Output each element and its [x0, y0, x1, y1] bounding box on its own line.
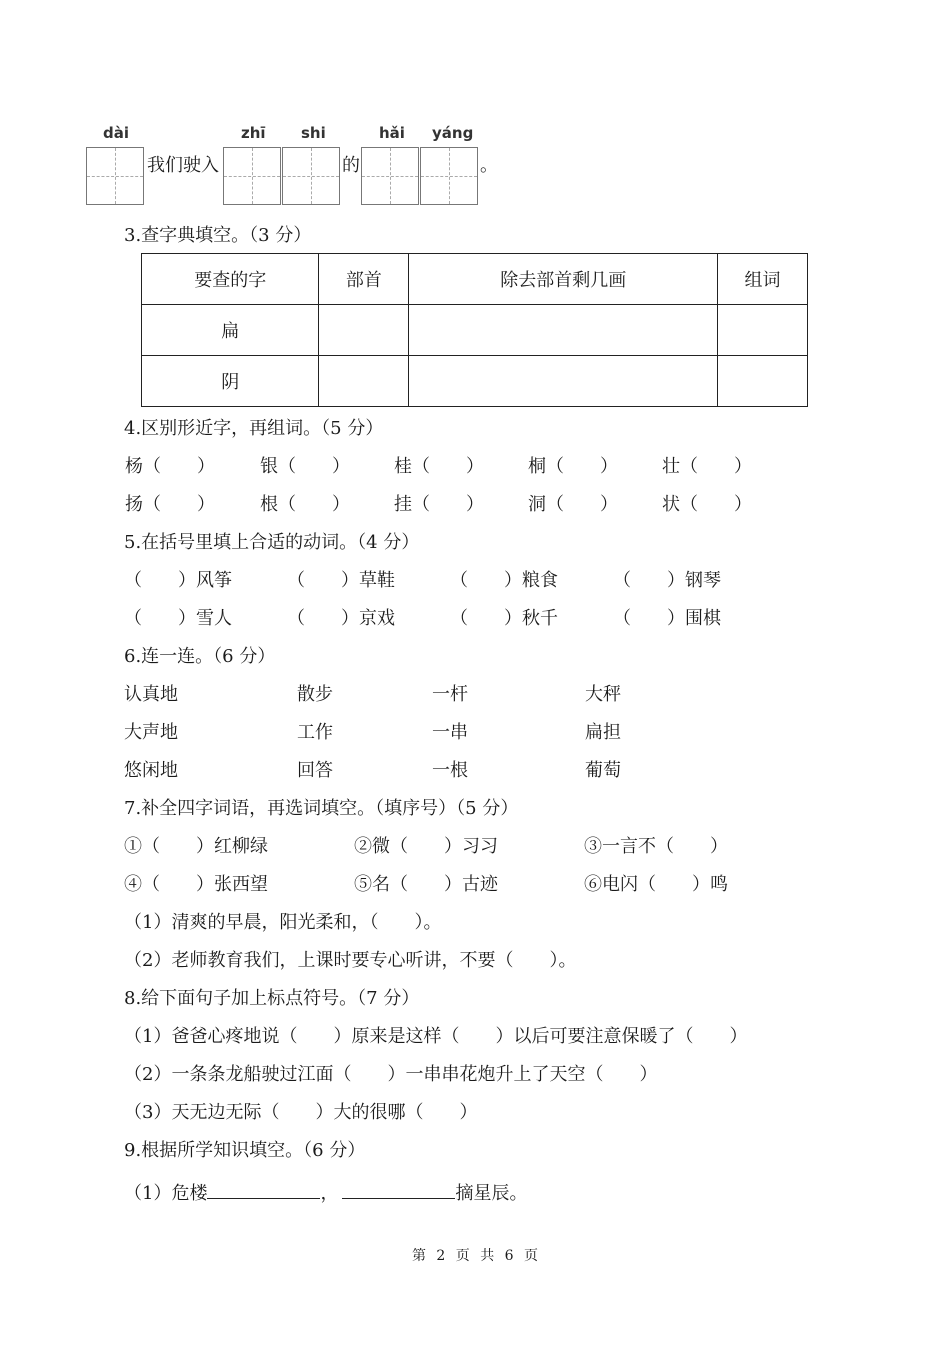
- question-title: 4.区别形近字，再组词。（5 分）: [124, 418, 384, 439]
- idiom-item[interactable]: ⑥电闪（ ）鸣: [584, 874, 728, 895]
- match-word[interactable]: 一串: [432, 722, 468, 743]
- idiom-item[interactable]: ⑤名（ ）古迹: [354, 874, 498, 895]
- poem-text: 摘星辰。: [455, 1183, 528, 1204]
- answer-cell[interactable]: [718, 356, 808, 407]
- word-item[interactable]: 银（ ）: [260, 456, 350, 477]
- table-header: 组词: [718, 254, 808, 305]
- match-word[interactable]: 一杆: [432, 684, 468, 705]
- verb-item[interactable]: （ ）京戏: [287, 608, 395, 629]
- word-item[interactable]: 挂（ ）: [394, 494, 484, 515]
- match-word[interactable]: 葡萄: [585, 760, 621, 781]
- word-item[interactable]: 杨（ ）: [125, 456, 215, 477]
- verb-item[interactable]: （ ）草鞋: [287, 570, 395, 591]
- answer-cell[interactable]: [718, 305, 808, 356]
- pinyin-hai: hǎi: [379, 124, 405, 142]
- idiom-item[interactable]: ③一言不（ ）: [584, 836, 728, 857]
- writing-grid[interactable]: [361, 147, 419, 205]
- idiom-item[interactable]: ④（ ）张西望: [124, 874, 268, 895]
- writing-grid[interactable]: [86, 147, 144, 205]
- idiom-item[interactable]: ②微（ ）习习: [354, 836, 498, 857]
- writing-grid[interactable]: [282, 147, 340, 205]
- table-header: 要查的字: [142, 254, 319, 305]
- question-title: 8.给下面句子加上标点符号。（7 分）: [124, 988, 420, 1009]
- poem-fill-line: [124, 1180, 527, 1205]
- verb-item[interactable]: （ ）围棋: [613, 608, 721, 629]
- dictionary-table: [141, 253, 808, 407]
- sentence-text: 的: [342, 155, 360, 176]
- match-word[interactable]: 认真地: [124, 684, 178, 705]
- table-cell: 扁: [142, 305, 319, 356]
- match-word[interactable]: 散步: [297, 684, 333, 705]
- table-header: 除去部首剩几画: [409, 254, 718, 305]
- answer-cell[interactable]: [409, 305, 718, 356]
- question-title: 7.补全四字词语，再选词填空。（填序号）（5 分）: [124, 798, 519, 819]
- verb-item[interactable]: （ ）雪人: [124, 608, 232, 629]
- fill-sentence[interactable]: （1）清爽的早晨，阳光柔和，（ ）。: [124, 912, 442, 933]
- word-item[interactable]: 根（ ）: [260, 494, 350, 515]
- writing-grid[interactable]: [420, 147, 478, 205]
- answer-cell[interactable]: [319, 305, 409, 356]
- question-title: 9.根据所学知识填空。（6 分）: [124, 1140, 366, 1161]
- question-title: 5.在括号里填上合适的动词。（4 分）: [124, 532, 420, 553]
- punctuation-sentence[interactable]: （2）一条条龙船驶过江面（ ）一串串花炮升上了天空（ ）: [124, 1064, 658, 1085]
- answer-cell[interactable]: [409, 356, 718, 407]
- verb-item[interactable]: （ ）秋千: [450, 608, 558, 629]
- pinyin-shi: shi: [301, 124, 326, 142]
- table-row: [142, 305, 808, 356]
- page-footer: 第 2 页 共 6 页: [411, 1248, 539, 1264]
- word-item[interactable]: 扬（ ）: [125, 494, 215, 515]
- punctuation-sentence[interactable]: （3）天无边无际（ ）大的很哪（ ）: [124, 1102, 478, 1123]
- word-item[interactable]: 桂（ ）: [394, 456, 484, 477]
- poem-text: （1）危楼: [124, 1183, 208, 1204]
- word-item[interactable]: 洞（ ）: [528, 494, 618, 515]
- match-word[interactable]: 一根: [432, 760, 468, 781]
- table-row: [142, 356, 808, 407]
- answer-blank[interactable]: [207, 1180, 320, 1199]
- match-word[interactable]: 扁担: [585, 722, 621, 743]
- table-header: 部首: [319, 254, 409, 305]
- question-title: 3.查字典填空。（3 分）: [124, 225, 312, 246]
- sentence-text: 。: [480, 155, 498, 176]
- word-item[interactable]: 壮（ ）: [662, 456, 752, 477]
- verb-item[interactable]: （ ）钢琴: [613, 570, 721, 591]
- match-word[interactable]: 回答: [297, 760, 333, 781]
- table-header-row: [142, 254, 808, 305]
- match-word[interactable]: 悠闲地: [124, 760, 178, 781]
- match-word[interactable]: 工作: [297, 722, 333, 743]
- writing-grid[interactable]: [223, 147, 281, 205]
- table-cell: 阴: [142, 356, 319, 407]
- punctuation-sentence[interactable]: （1）爸爸心疼地说（ ）原来是这样（ ）以后可要注意保暖了（ ）: [124, 1026, 748, 1047]
- verb-item[interactable]: （ ）风筝: [124, 570, 232, 591]
- pinyin-yang: yáng: [432, 124, 474, 142]
- word-item[interactable]: 桐（ ）: [528, 456, 618, 477]
- poem-text: ，: [320, 1183, 339, 1204]
- word-item[interactable]: 状（ ）: [662, 494, 752, 515]
- sentence-text: 我们驶入: [147, 155, 219, 176]
- pinyin-zhi: zhī: [241, 124, 266, 142]
- match-word[interactable]: 大秤: [585, 684, 621, 705]
- question-title: 6.连一连。（6 分）: [124, 646, 276, 667]
- match-word[interactable]: 大声地: [124, 722, 178, 743]
- verb-item[interactable]: （ ）粮食: [450, 570, 558, 591]
- pinyin-dai: dài: [103, 124, 130, 142]
- fill-sentence[interactable]: （2）老师教育我们，上课时要专心听讲，不要（ ）。: [124, 950, 577, 971]
- idiom-item[interactable]: ①（ ）红柳绿: [124, 836, 268, 857]
- answer-cell[interactable]: [319, 356, 409, 407]
- answer-blank[interactable]: [342, 1180, 455, 1199]
